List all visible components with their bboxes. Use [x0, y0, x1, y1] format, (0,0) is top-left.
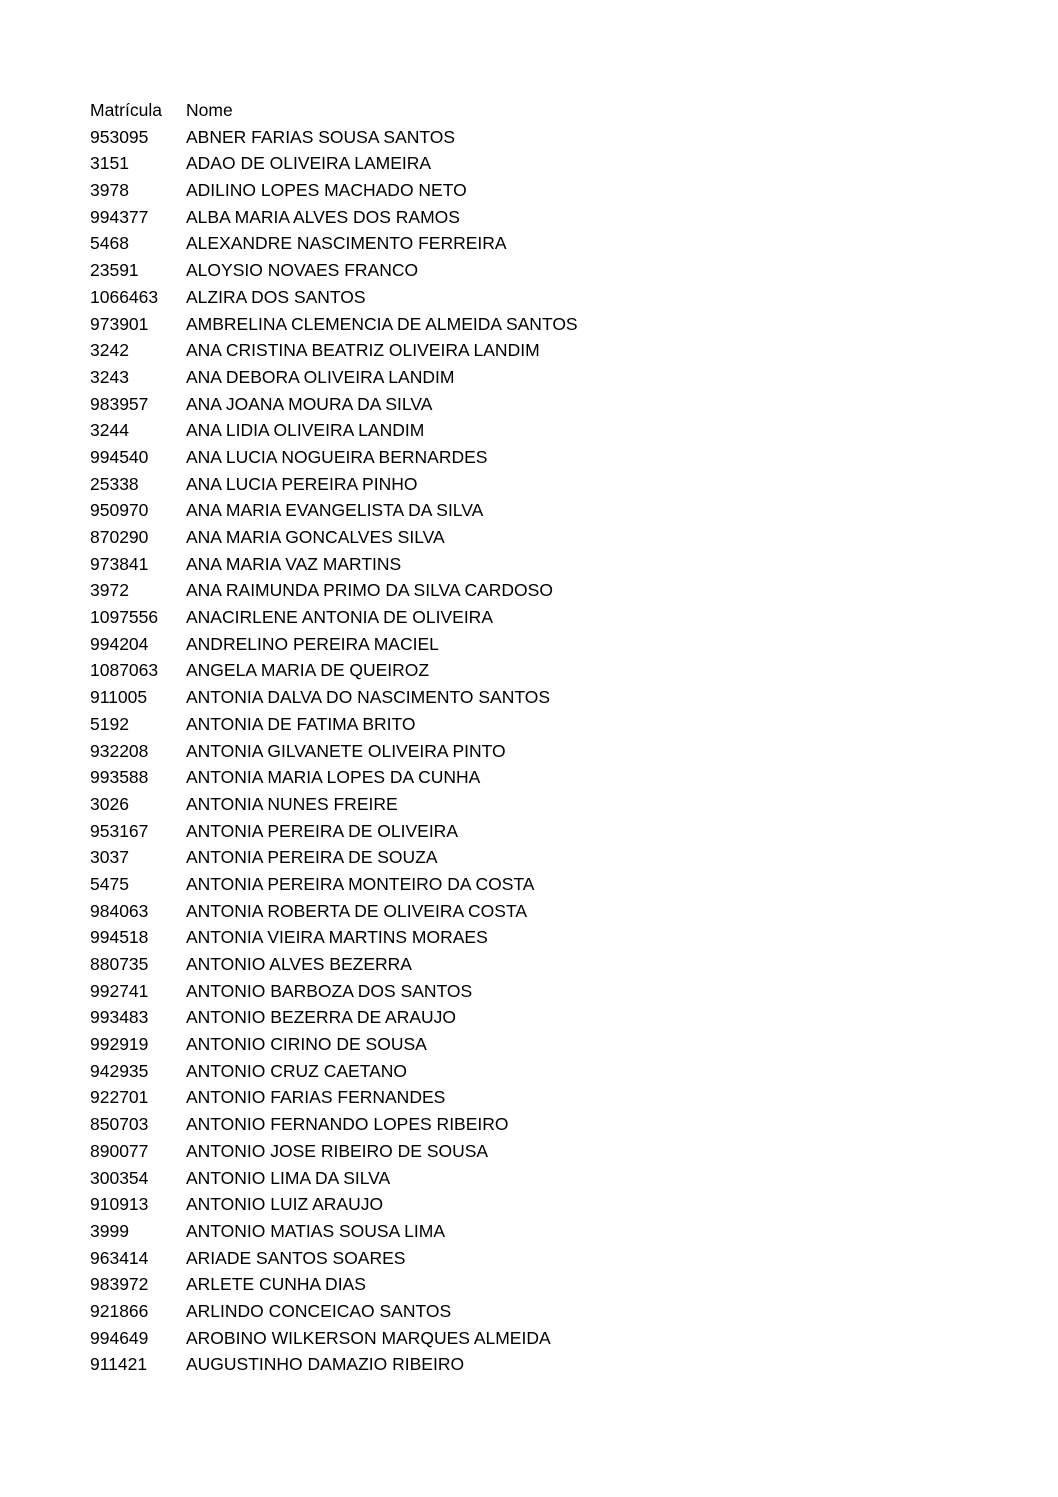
- cell-matricula: 992741: [90, 980, 149, 1001]
- cell-nome: ALEXANDRE NASCIMENTO FERREIRA: [186, 233, 507, 254]
- cell-matricula: 911005: [90, 687, 148, 708]
- table-row: [90, 150, 990, 177]
- cell-matricula: 994518: [90, 927, 149, 948]
- cell-matricula: 870290: [90, 527, 149, 547]
- cell-matricula: 993588: [90, 767, 149, 788]
- cell-nome: ANA JOANA MOURA DA SILVA: [186, 393, 433, 414]
- cell-nome: ANA MARIA EVANGELISTA DA SILVA: [186, 500, 484, 521]
- table-row: [90, 417, 990, 444]
- cell-matricula: 983972: [90, 1274, 149, 1295]
- cell-matricula: 3026: [90, 793, 129, 814]
- table-row: [90, 391, 990, 418]
- table-row: [90, 764, 990, 791]
- cell-matricula: 300354: [90, 1167, 149, 1188]
- cell-nome: ANTONIA VIEIRA MARTINS MORAES: [186, 927, 488, 948]
- table-header-row: [90, 97, 990, 124]
- cell-nome: ANTONIO BEZERRA DE ARAUJO: [186, 1007, 457, 1028]
- cell-matricula: 3242: [90, 340, 129, 361]
- cell-matricula: 983957: [90, 393, 149, 414]
- cell-matricula: 3037: [90, 847, 129, 868]
- table-row: [90, 1031, 990, 1058]
- cell-matricula: 890077: [90, 1140, 149, 1161]
- table-body: [90, 124, 990, 1378]
- table-row: [90, 871, 990, 898]
- cell-matricula: 993483: [90, 1007, 149, 1028]
- cell-nome: ANTONIA GILVANETE OLIVEIRA PINTO: [186, 740, 506, 761]
- table-row: [90, 1325, 990, 1352]
- cell-nome: ANA RAIMUNDA PRIMO DA SILVA CARDOSO: [186, 580, 553, 601]
- cell-matricula: 963414: [90, 1247, 149, 1268]
- cell-nome: ANTONIO CRUZ CAETANO: [186, 1060, 408, 1081]
- cell-nome: ARLINDO CONCEICAO SANTOS: [186, 1300, 452, 1321]
- cell-matricula: 932208: [90, 740, 149, 761]
- cell-matricula: 3972: [90, 580, 129, 601]
- cell-nome: ANDRELINO PEREIRA MACIEL: [186, 633, 439, 654]
- cell-matricula: 921866: [90, 1300, 149, 1321]
- cell-nome: ANTONIA PEREIRA DE OLIVEIRA: [186, 820, 458, 841]
- table-row: [90, 257, 990, 284]
- table-row: [90, 444, 990, 471]
- cell-nome: ANTONIA PEREIRA MONTEIRO DA COSTA: [186, 873, 535, 894]
- cell-matricula: 5192: [90, 713, 129, 734]
- cell-matricula: 994377: [90, 206, 149, 227]
- cell-nome: ANTONIA PEREIRA DE SOUZA: [186, 847, 438, 868]
- cell-matricula: 994540: [90, 446, 149, 467]
- table-row: [90, 204, 990, 231]
- cell-nome: ANGELA MARIA DE QUEIROZ: [186, 660, 430, 681]
- table-row: [90, 124, 990, 151]
- table-row: [90, 1271, 990, 1298]
- cell-nome: ANA DEBORA OLIVEIRA LANDIM: [186, 366, 455, 387]
- table-row: [90, 1084, 990, 1111]
- cell-matricula: 5475: [90, 873, 129, 894]
- table-row: [90, 1191, 990, 1218]
- cell-matricula: 850703: [90, 1114, 149, 1135]
- table-row: [90, 844, 990, 871]
- table-row: [90, 1111, 990, 1138]
- cell-matricula: 1087063: [90, 660, 159, 681]
- table-row: [90, 604, 990, 631]
- cell-nome: ANTONIO JOSE RIBEIRO DE SOUSA: [186, 1140, 489, 1161]
- cell-matricula: 1066463: [90, 286, 159, 307]
- cell-nome: ALOYSIO NOVAES FRANCO: [186, 260, 419, 281]
- cell-nome: ALBA MARIA ALVES DOS RAMOS: [186, 206, 460, 227]
- cell-nome: ANA LUCIA PEREIRA PINHO: [186, 473, 418, 494]
- table-row: [90, 497, 990, 524]
- cell-nome: ANA MARIA VAZ MARTINS: [186, 553, 402, 574]
- cell-matricula: 25338: [90, 473, 139, 494]
- table-row: [90, 738, 990, 765]
- cell-nome: AMBRELINA CLEMENCIA DE ALMEIDA SANTOS: [186, 313, 578, 334]
- table-row: [90, 657, 990, 684]
- cell-matricula: 5468: [90, 233, 129, 254]
- cell-nome: ANACIRLENE ANTONIA DE OLIVEIRA: [186, 607, 493, 628]
- cell-matricula: 3151: [90, 153, 129, 174]
- cell-nome: ANA CRISTINA BEATRIZ OLIVEIRA LANDIM: [186, 340, 540, 361]
- table-row: [90, 684, 990, 711]
- cell-matricula: 23591: [90, 260, 139, 281]
- cell-nome: ANA LUCIA NOGUEIRA BERNARDES: [186, 446, 488, 467]
- table-row: [90, 791, 990, 818]
- table-row: [90, 1165, 990, 1192]
- header-matricula: Matrícula: [90, 100, 162, 120]
- cell-matricula: 3244: [90, 420, 129, 441]
- table-row: [90, 1058, 990, 1085]
- cell-matricula: 3243: [90, 366, 129, 387]
- cell-matricula: 984063: [90, 900, 149, 921]
- table-row: [90, 524, 990, 551]
- cell-nome: ALZIRA DOS SANTOS: [186, 286, 366, 307]
- cell-nome: ANTONIO FERNANDO LOPES RIBEIRO: [186, 1114, 509, 1135]
- table-row: [90, 978, 990, 1005]
- document-table: [90, 97, 990, 1378]
- cell-matricula: 910913: [90, 1194, 149, 1215]
- cell-matricula: 953167: [90, 820, 149, 841]
- table-row: [90, 898, 990, 925]
- cell-matricula: 973901: [90, 313, 149, 334]
- table-row: [90, 951, 990, 978]
- cell-matricula: 880735: [90, 954, 149, 974]
- cell-nome: ANA MARIA GONCALVES SILVA: [186, 527, 445, 547]
- cell-matricula: 992919: [90, 1034, 149, 1055]
- cell-nome: AUGUSTINHO DAMAZIO RIBEIRO: [186, 1354, 465, 1375]
- cell-nome: AROBINO WILKERSON MARQUES ALMEIDA: [186, 1327, 551, 1348]
- cell-nome: ANTONIA DALVA DO NASCIMENTO SANTOS: [186, 687, 551, 708]
- cell-matricula: 994649: [90, 1327, 149, 1348]
- cell-nome: ARLETE CUNHA DIAS: [186, 1274, 366, 1295]
- table-row: [90, 230, 990, 257]
- cell-nome: ANTONIA ROBERTA DE OLIVEIRA COSTA: [186, 900, 528, 921]
- cell-nome: ADILINO LOPES MACHADO NETO: [186, 180, 467, 201]
- cell-nome: ANTONIO BARBOZA DOS SANTOS: [186, 980, 473, 1001]
- cell-nome: ANTONIO CIRINO DE SOUSA: [186, 1034, 427, 1055]
- table-row: [90, 1245, 990, 1272]
- table-row: [90, 924, 990, 951]
- table-row: [90, 631, 990, 658]
- cell-matricula: 942935: [90, 1060, 149, 1081]
- table-row: [90, 1351, 990, 1378]
- cell-matricula: 922701: [90, 1087, 149, 1108]
- header-nome: Nome: [186, 100, 233, 120]
- table-row: [90, 577, 990, 604]
- cell-matricula: 3978: [90, 180, 129, 201]
- cell-matricula: 911421: [90, 1354, 148, 1375]
- cell-nome: ANTONIO FARIAS FERNANDES: [186, 1087, 446, 1108]
- cell-matricula: 994204: [90, 633, 149, 654]
- cell-nome: ARIADE SANTOS SOARES: [186, 1247, 406, 1268]
- cell-matricula: 950970: [90, 500, 149, 521]
- table-row: [90, 471, 990, 498]
- cell-nome: ABNER FARIAS SOUSA SANTOS: [186, 126, 456, 147]
- cell-nome: ANTONIO MATIAS SOUSA LIMA: [186, 1220, 445, 1241]
- table-row: [90, 1138, 990, 1165]
- cell-nome: ANTONIO LUIZ ARAUJO: [186, 1194, 384, 1215]
- cell-nome: ANTONIA MARIA LOPES DA CUNHA: [186, 767, 481, 788]
- table-row: [90, 337, 990, 364]
- cell-matricula: 1097556: [90, 607, 159, 628]
- table-row: [90, 1004, 990, 1031]
- table-row: [90, 818, 990, 845]
- cell-nome: ANA LIDIA OLIVEIRA LANDIM: [186, 420, 425, 441]
- cell-nome: ANTONIA DE FATIMA BRITO: [186, 713, 416, 734]
- cell-matricula: 3999: [90, 1220, 129, 1241]
- table-row: [90, 284, 990, 311]
- cell-nome: ANTONIA NUNES FREIRE: [186, 793, 398, 814]
- table-row: [90, 1298, 990, 1325]
- cell-matricula: 973841: [90, 553, 149, 574]
- table-row: [90, 311, 990, 338]
- cell-nome: ANTONIO LIMA DA SILVA: [186, 1167, 391, 1188]
- cell-matricula: 953095: [90, 126, 149, 147]
- table-row: [90, 711, 990, 738]
- table-row: [90, 1218, 990, 1245]
- table-row: [90, 177, 990, 204]
- cell-nome: ANTONIO ALVES BEZERRA: [186, 954, 412, 974]
- table-row: [90, 551, 990, 578]
- cell-nome: ADAO DE OLIVEIRA LAMEIRA: [186, 153, 432, 174]
- table-row: [90, 364, 990, 391]
